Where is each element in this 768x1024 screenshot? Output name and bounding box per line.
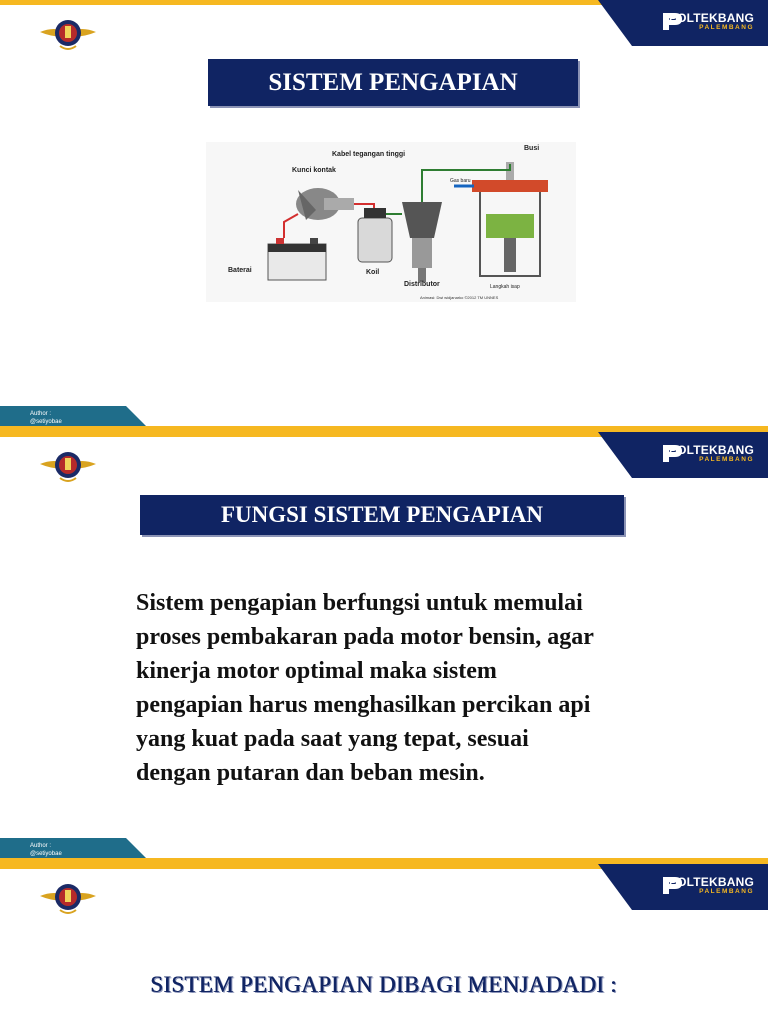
diagram-credit: Animasi: Dwi widjanarko ©2012 TM UNNES (420, 295, 499, 300)
label-busi: Busi (524, 145, 540, 152)
footer-bar (0, 406, 768, 432)
slide-1-title (208, 59, 578, 106)
label-koil: Koil (366, 269, 380, 276)
author-label: Author : (30, 843, 52, 849)
institution-emblem-icon (38, 444, 98, 490)
brand-wordmark (669, 876, 754, 896)
ignition-system-diagram (206, 142, 576, 302)
label-langkah-isap: Langkah isap (490, 284, 520, 290)
label-baterai: Baterai (228, 267, 252, 274)
institution-emblem-icon (38, 876, 98, 922)
label-gas-baru: Gas baru (450, 178, 471, 184)
battery-icon (268, 238, 326, 280)
slide-3 (0, 864, 768, 1024)
brand-wordmark (669, 12, 754, 32)
slide-1-title-text: SISTEM PENGAPIAN (268, 69, 518, 96)
author-label: Author : (30, 411, 52, 417)
author-block (30, 410, 62, 426)
slide-1 (0, 0, 768, 432)
slide-2-title (140, 495, 624, 535)
brand-name: POLTEKBANG (668, 875, 754, 889)
footer-bar (0, 838, 768, 864)
brand-sub: PALEMBANG (699, 24, 754, 31)
author-block (30, 842, 62, 858)
author-handle: @setiyobae (30, 419, 62, 425)
label-distributor: Distributor (404, 281, 440, 288)
slide-2-title-text: FUNGSI SISTEM PENGAPIAN (220, 502, 544, 527)
brand-sub: PALEMBANG (699, 888, 754, 895)
brand-name: POLTEKBANG (668, 11, 754, 25)
slide-2-paragraph: Sistem pengapian berfungsi untuk memulai proses pembakaran pada motor bensin, agar kinerja motor optimal maka sistem pengapian harus menghasilkan percikan api yang kuat pada saat yang tepat, sesuai dengan putaran dan beban mesin. (136, 590, 594, 786)
brand-sub: PALEMBANG (699, 456, 754, 463)
slide-3-heading: SISTEM PENGAPIAN DIBAGI MENJADADI : (150, 972, 618, 997)
brand-wordmark (669, 444, 754, 464)
label-kunci-kontak: Kunci kontak (292, 167, 336, 174)
brand-name: POLTEKBANG (668, 443, 754, 457)
slide-2 (0, 432, 768, 864)
institution-emblem-icon (38, 12, 98, 58)
label-kabel: Kabel tegangan tinggi (332, 151, 406, 158)
author-handle: @setiyobae (30, 851, 62, 857)
